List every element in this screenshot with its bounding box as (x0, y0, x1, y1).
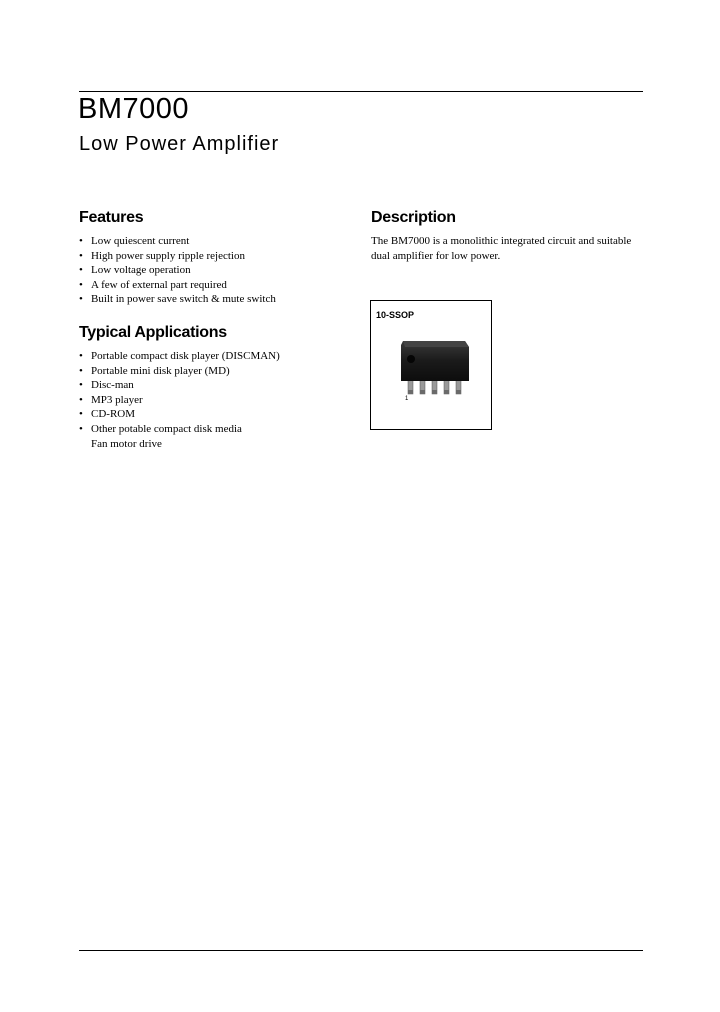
application-item: • Disc-man (79, 379, 134, 392)
description-text: The BM7000 is a monolithic integrated circuit and suitable dual amplifier for low power. (371, 235, 632, 262)
features-heading: Features (79, 209, 144, 226)
bullet-icon: • (79, 379, 83, 392)
product-subtitle: Low Power Amplifier (79, 133, 280, 155)
application-item: • MP3 player (79, 393, 143, 406)
feature-item: • High power supply ripple rejection (79, 249, 245, 262)
description-heading: Description (371, 209, 456, 226)
bullet-icon: • (79, 422, 83, 435)
applications-heading: Typical Applications (79, 324, 227, 341)
bullet-icon: • (79, 264, 83, 277)
feature-item: • Low voltage operation (79, 264, 191, 277)
bullet-icon: • (79, 235, 83, 247)
package-label: 10-SSOP (376, 310, 415, 320)
feature-item: • Built in power save switch & mute switch (79, 293, 276, 306)
package-figure (370, 300, 492, 430)
bullet-icon: • (79, 408, 83, 421)
bullet-icon: • (79, 278, 83, 291)
bullet-icon: • (79, 293, 83, 306)
application-item: • Portable compact disk player (DISCMAN) (79, 350, 280, 362)
feature-item: • Low quiescent current (79, 235, 190, 247)
application-item: • Other potable compact disk media (79, 422, 242, 435)
pin1-label: 1 (405, 396, 409, 402)
feature-item: • A few of external part required (79, 278, 227, 291)
bullet-icon: • (79, 249, 83, 262)
ssop-chip-icon (371, 301, 493, 431)
bullet-icon: • (79, 350, 83, 362)
application-item-continuation: Fan motor drive (91, 437, 162, 450)
application-item: • CD-ROM (79, 408, 136, 421)
application-item: • Portable mini disk player (MD) (79, 364, 230, 377)
bullet-icon: • (79, 393, 83, 406)
features-list (79, 234, 276, 307)
bottom-rule (79, 950, 643, 951)
part-number: BM7000 (78, 93, 190, 125)
bullet-icon: • (79, 364, 83, 377)
applications-list (79, 349, 280, 451)
